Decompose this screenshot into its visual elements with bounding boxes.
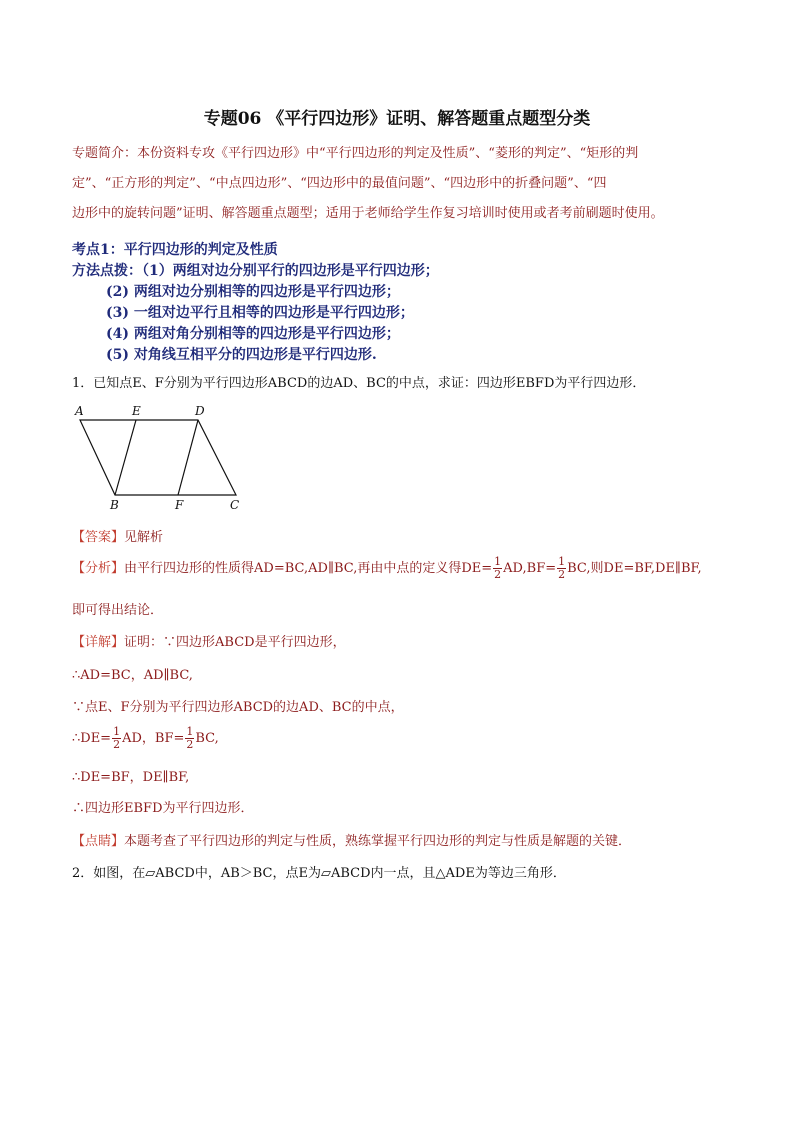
label-f: F — [175, 498, 184, 512]
answer-line — [72, 526, 163, 545]
detail-line-2: ∴AD=BC，AD∥BC, — [72, 668, 193, 683]
segment-eb — [115, 420, 136, 495]
intro-line-1: 专题简介：本份资料专攻《平行四边形》中“平行四边形的判定及性质”、“菱形的判定”、“矩形的判 — [72, 146, 639, 161]
fraction-numerator: 1 — [558, 555, 566, 568]
fraction-half — [557, 556, 566, 581]
dianjing-tag: 【点睛】 — [72, 834, 125, 849]
method-lead: 方法点拨：（1）两组对边分别平行的四边形是平行四边形； — [72, 263, 439, 279]
label-b: B — [110, 498, 119, 512]
intro-line-3: 边形中的旋转问题”证明、解答题重点题型；适用于老师给学生作复习培训时使用或者考前刷题时使用。 — [72, 206, 664, 221]
segment-df — [178, 420, 198, 495]
method-tips — [72, 261, 439, 366]
question-1: 1．已知点E、F分别为平行四边形ABCD的边AD、BC的中点，求证：四边形EBFD为平行四边形． — [72, 376, 646, 391]
fraction-numerator: 1 — [494, 555, 502, 568]
detail-line-5: ∴DE=BF，DE∥BF, — [72, 770, 190, 785]
page-title: 专题06 《平行四边形》证明、解答题重点题型分类 — [203, 109, 591, 129]
fraction-denominator: 2 — [113, 738, 121, 751]
dianjing-text: 本题考查了平行四边形的判定与性质，熟练掌握平行四边形的判定与性质是解题的关键． — [124, 834, 632, 849]
label-c: C — [230, 498, 240, 512]
label-d: D — [195, 404, 205, 418]
detail-line-1 — [72, 631, 346, 650]
detail-half-3: BC, — [195, 731, 219, 746]
answer-text: 见解析 — [124, 530, 164, 545]
method-item: (2) 两组对边分别相等的四边形是平行四边形； — [106, 284, 400, 300]
analysis-text-1: 由平行四边形的性质得AD=BC,AD∥BC,再由中点的定义得DE= — [124, 561, 493, 576]
fraction-half — [493, 556, 502, 581]
dianjing-line — [72, 830, 631, 849]
question-2: 2．如图，在▱ABCD中，AB＞BC，点E为▱ABCD内一点，且△ADE为等边三角形． — [72, 866, 566, 881]
method-item: (4) 两组对角分别相等的四边形是平行四边形； — [106, 326, 400, 342]
fraction-numerator: 1 — [186, 725, 194, 738]
detail-half-2: AD，BF= — [122, 731, 185, 746]
detail-line-6: ∴四边形EBFD为平行四边形． — [72, 801, 254, 816]
method-item: (3) 一组对边平行且相等的四边形是平行四边形； — [106, 305, 414, 321]
analysis-text-3: BC,则DE=BF,DE∥BF, — [567, 561, 702, 576]
parallelogram-abcd — [80, 420, 236, 495]
kaodian-heading: 考点1：平行四边形的判定及性质 — [72, 242, 278, 258]
fraction-denominator: 2 — [186, 738, 194, 751]
label-e: E — [132, 404, 141, 418]
fraction-numerator: 1 — [113, 725, 121, 738]
analysis-line-2: 即可得出结论． — [72, 603, 164, 618]
detail-line-3: ∵点E、F分别为平行四边形ABCD的边AD、BC的中点， — [72, 700, 404, 715]
detail-tag: 【详解】 — [72, 635, 125, 650]
analysis-text-2: AD,BF= — [503, 561, 557, 576]
answer-tag: 【答案】 — [72, 530, 125, 545]
detail-half-1: ∴DE= — [72, 731, 112, 746]
analysis-line-1 — [72, 556, 702, 581]
detail-text-1: 证明：∵四边形ABCD是平行四边形， — [124, 635, 346, 650]
analysis-tag: 【分析】 — [72, 561, 125, 576]
label-a: A — [75, 404, 84, 418]
topic-intro — [72, 139, 724, 229]
parallelogram-figure — [68, 400, 258, 515]
fraction-half — [112, 726, 121, 751]
fraction-denominator: 2 — [558, 568, 566, 581]
method-item: (5) 对角线互相平分的四边形是平行四边形. — [106, 347, 377, 363]
detail-line-4 — [72, 726, 219, 751]
intro-line-2: 定”、“正方形的判定”、“中点四边形”、“四边形中的最值问题”、“四边形中的折叠问题”、“四 — [72, 176, 607, 191]
fraction-half — [185, 726, 194, 751]
fraction-denominator: 2 — [494, 568, 502, 581]
